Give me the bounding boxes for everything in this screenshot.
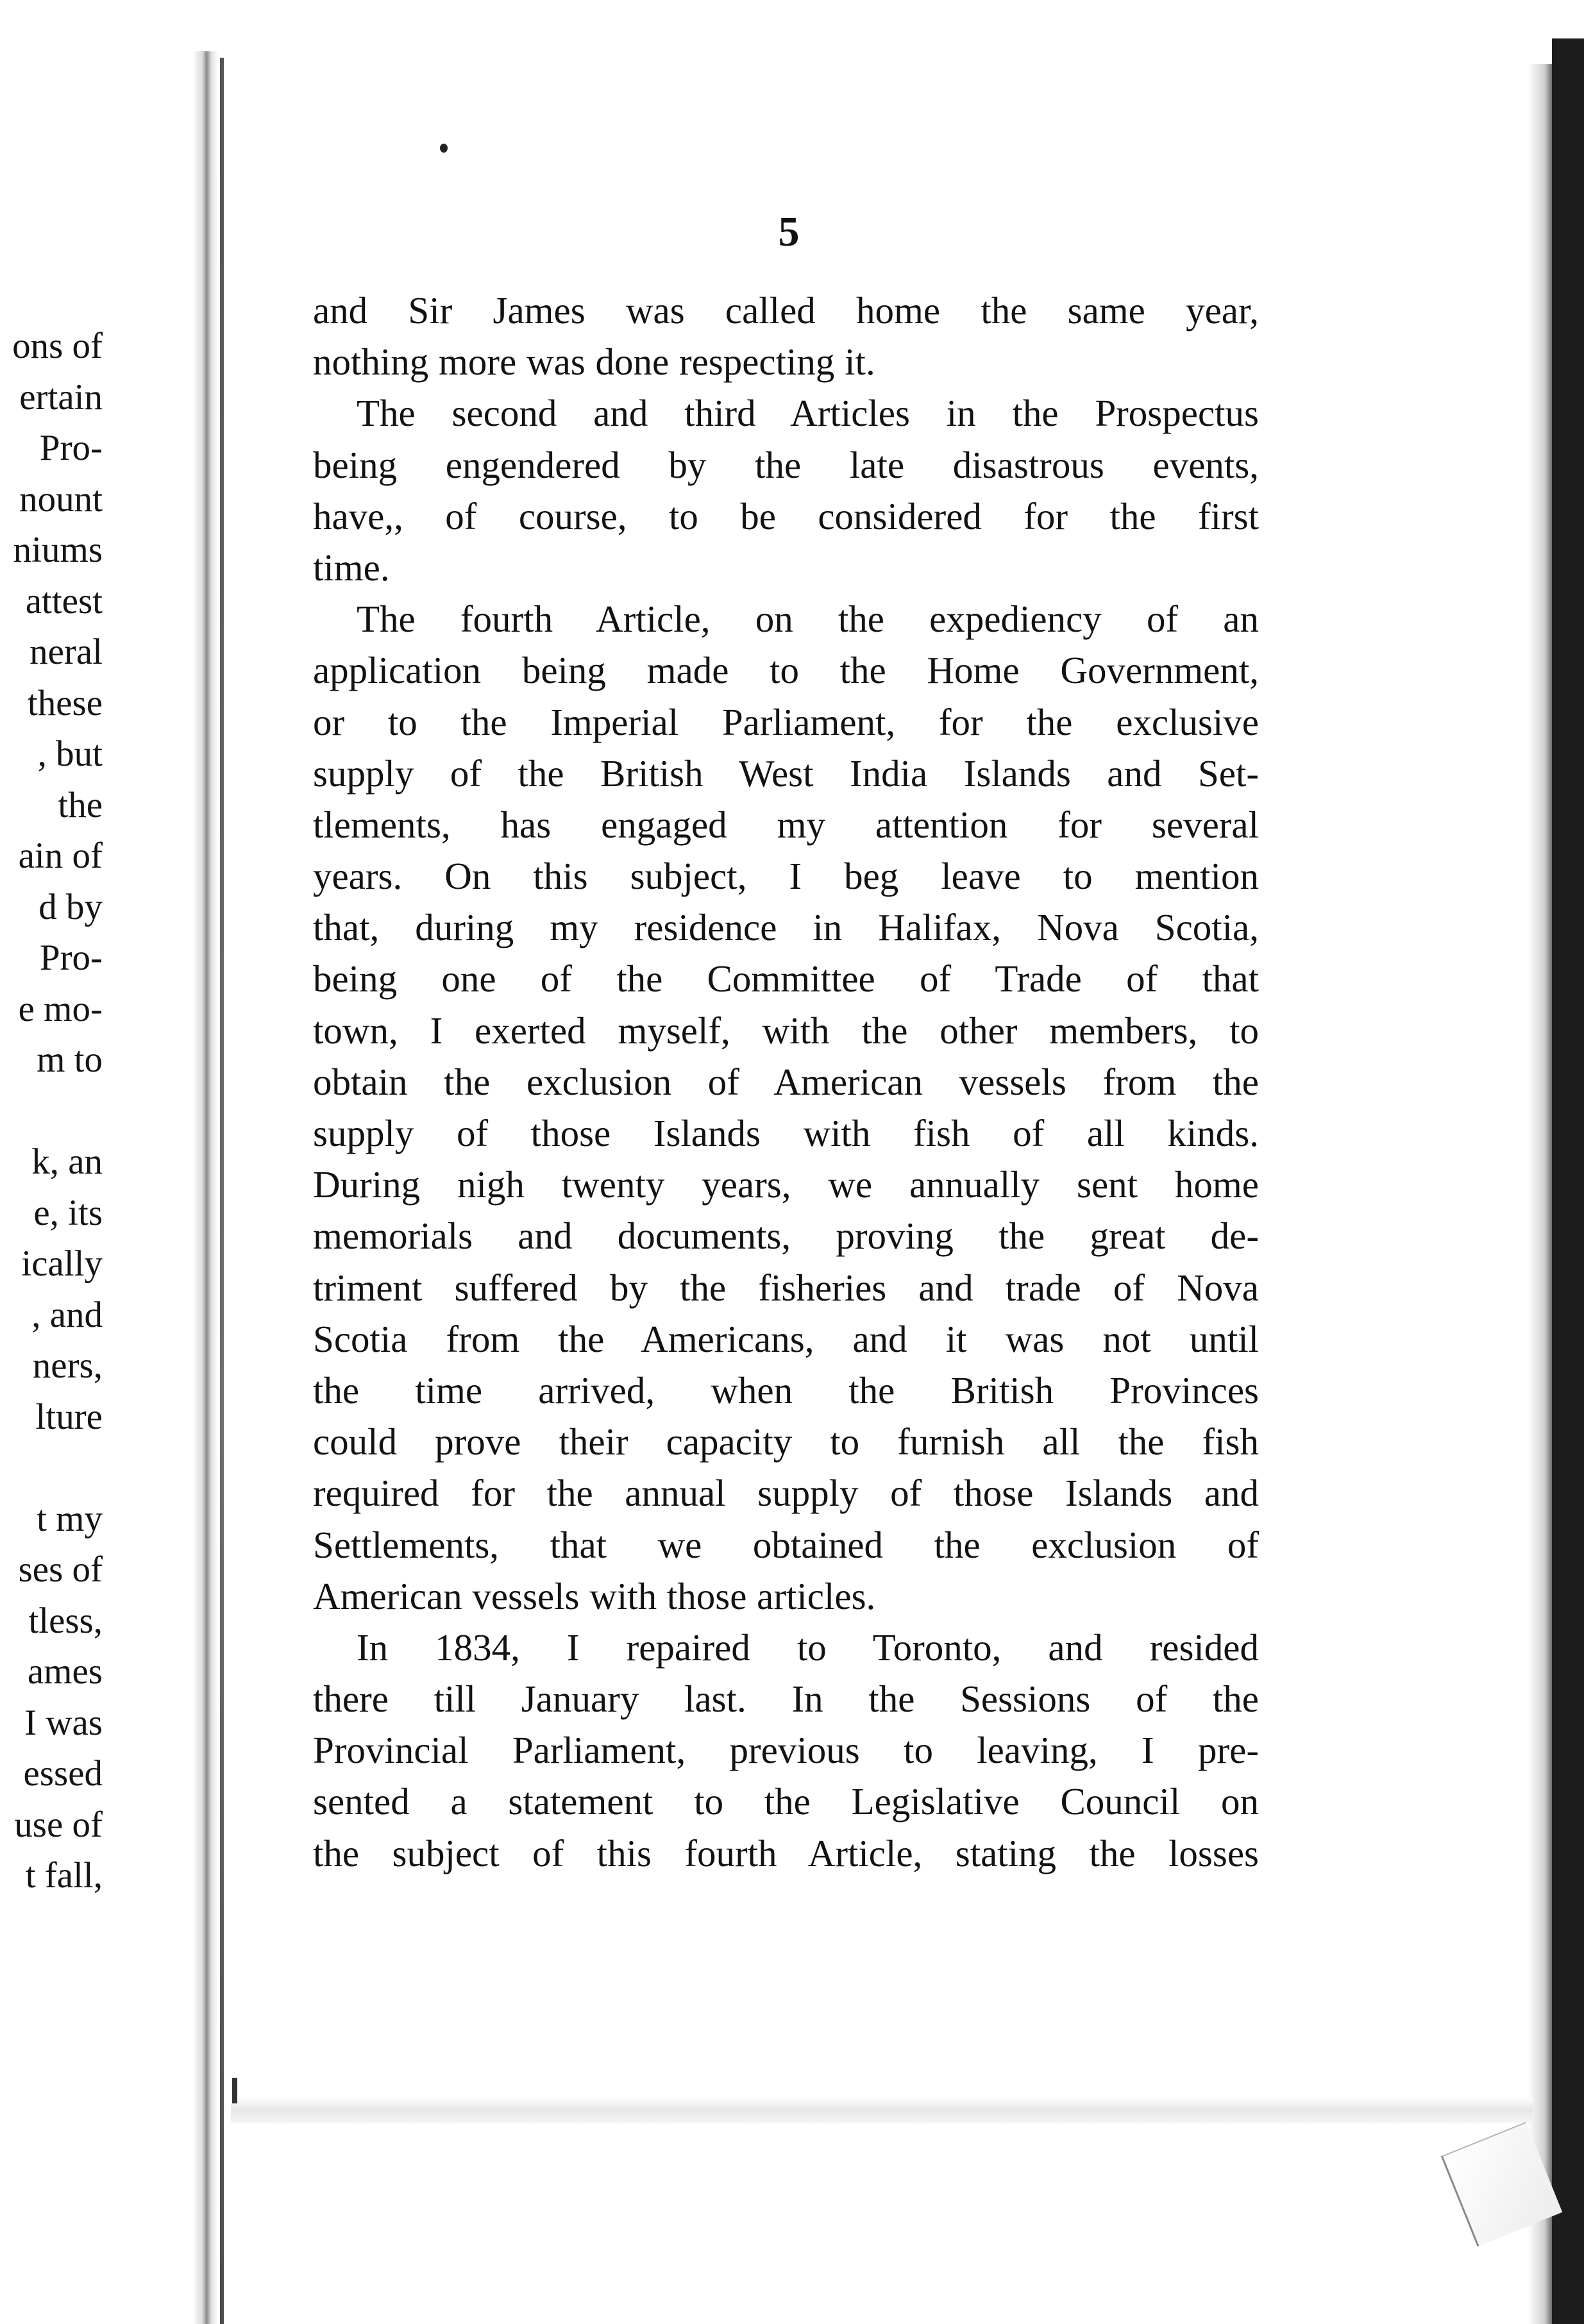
text-line: Settlements, that we obtained the exclusion of — [313, 1523, 1259, 1566]
ink-speck — [440, 144, 448, 153]
left-page-line — [0, 1086, 103, 1137]
bottom-page-fold — [231, 2097, 1533, 2123]
left-page-line: these — [27, 682, 103, 723]
left-page-line: ain of — [18, 836, 103, 876]
left-page-line: neral — [29, 632, 103, 672]
text-line: The fourth Article, on the expediency of an — [357, 598, 1259, 641]
left-page-line: ames — [27, 1651, 103, 1692]
left-page-line: d by — [38, 886, 103, 927]
left-page-line: e, its — [33, 1192, 103, 1233]
text-line: the subject of this fourth Article, stating the losses — [313, 1831, 1259, 1874]
text-line: sented a statement to the Legislative Council on — [313, 1780, 1259, 1823]
left-page-line: essed — [23, 1753, 103, 1794]
text-line: or to the Imperial Parliament, for the exclusive — [313, 700, 1259, 743]
left-page-line: ertain — [19, 376, 103, 417]
left-page-line: , but — [37, 734, 103, 774]
text-line: nothing more was done respecting it. — [313, 341, 875, 383]
text-line: Provincial Parliament, previous to leaving, I pre- — [313, 1729, 1259, 1772]
left-page-line: attest — [25, 580, 103, 621]
text-line: memorials and documents, proving the great de- — [313, 1215, 1259, 1258]
text-line: have,, of course, to be considered for the first — [313, 494, 1259, 537]
book-gutter-line — [220, 58, 224, 2324]
left-page-line: t my — [37, 1498, 103, 1539]
left-page-line: , and — [31, 1294, 103, 1335]
text-line: required for the annual supply of those Islands and — [313, 1472, 1259, 1515]
text-line: there till January last. In the Sessions of the — [313, 1678, 1259, 1721]
left-page-line — [0, 1442, 103, 1494]
text-line: could prove their capacity to furnish all the fish — [313, 1420, 1259, 1463]
left-page-line: I was — [24, 1702, 103, 1743]
text-line: the time arrived, when the British Provinces — [313, 1368, 1259, 1411]
text-line: being one of the Committee of Trade of that — [313, 957, 1259, 1000]
left-page-line: ons of — [12, 326, 103, 366]
page-number: 5 — [778, 208, 800, 255]
left-page-line: e mo- — [18, 988, 103, 1029]
text-line: being engendered by the late disastrous events, — [313, 443, 1259, 486]
page-edge-mark — [232, 2078, 237, 2103]
left-facing-page — [0, 0, 212, 2324]
text-line: supply of the British West India Islands and Set- — [313, 752, 1259, 795]
text-line: that, during my residence in Halifax, Nova Scotia, — [313, 906, 1259, 949]
left-page-line: tless, — [28, 1600, 103, 1641]
left-page-line: Pro- — [39, 428, 103, 468]
text-line: In 1834, I repaired to Toronto, and resided — [357, 1626, 1259, 1669]
text-line: During nigh twenty years, we annually sent home — [313, 1163, 1259, 1206]
left-page-line: ically — [21, 1243, 103, 1284]
left-page-line: ses of — [18, 1549, 103, 1590]
left-page-text — [0, 321, 103, 1901]
left-page-line: k, an — [31, 1141, 103, 1182]
left-page-line: lture — [35, 1396, 103, 1437]
left-page-line: t fall, — [25, 1855, 103, 1896]
text-line: The second and third Articles in the Prospectus — [357, 392, 1259, 435]
left-page-line: the — [58, 784, 103, 825]
text-line: Scotia from the Americans, and it was not until — [313, 1317, 1259, 1360]
text-line: supply of those Islands with fish of all kinds. — [313, 1112, 1259, 1154]
text-line: obtain the exclusion of American vessels from the — [313, 1060, 1259, 1103]
text-line: and Sir James was called home the same year, — [313, 289, 1259, 332]
left-page-line: ners, — [32, 1345, 103, 1386]
book-gutter-shadow — [192, 51, 218, 2324]
text-line: years. On this subject, I beg leave to mention — [313, 855, 1259, 898]
left-page-line: niums — [13, 530, 103, 570]
text-line: application being made to the Home Government, — [313, 649, 1259, 692]
text-line: American vessels with those articles. — [313, 1574, 876, 1617]
text-line: triment suffered by the fisheries and trade of Nova — [313, 1266, 1259, 1309]
text-line: tlements, has engaged my attention for several — [313, 803, 1259, 846]
text-line: time. — [313, 546, 390, 589]
page-body-text — [313, 285, 1259, 1879]
left-page-line: Pro- — [39, 938, 103, 978]
text-line: town, I exerted myself, with the other members, to — [313, 1009, 1259, 1052]
left-page-line: use of — [14, 1804, 103, 1845]
right-page-edge-dark — [1552, 38, 1584, 2324]
left-page-line: m to — [37, 1040, 103, 1080]
left-page-line: nount — [19, 478, 103, 519]
